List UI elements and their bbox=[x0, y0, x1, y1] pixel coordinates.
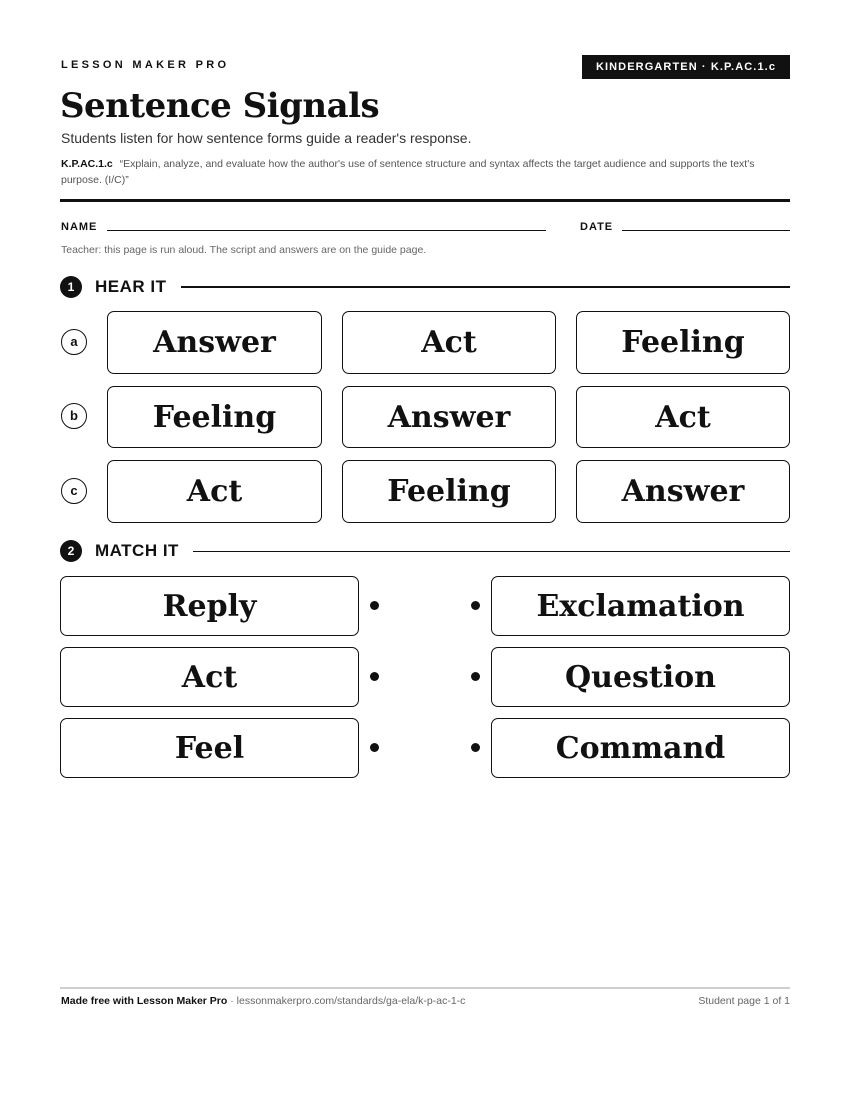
match-dot-right[interactable] bbox=[471, 743, 480, 752]
match-right-card[interactable]: Command bbox=[491, 718, 790, 778]
match-left-card[interactable]: Act bbox=[60, 647, 359, 707]
standard-description bbox=[61, 156, 789, 188]
brand-name: LESSON MAKER PRO bbox=[61, 59, 230, 71]
choice-card[interactable]: Answer bbox=[342, 386, 556, 448]
page-subtitle: Students listen for how sentence forms guide a reader's response. bbox=[61, 130, 472, 146]
match-dot-left[interactable] bbox=[370, 743, 379, 752]
grade-badge: KINDERGARTEN · K.P.AC.1.c bbox=[582, 55, 790, 79]
choice-card[interactable]: Answer bbox=[107, 311, 322, 374]
match-left-card[interactable]: Reply bbox=[60, 576, 359, 636]
header-divider bbox=[60, 199, 790, 202]
teacher-note: Teacher: this page is run aloud. The script and answers are on the guide page. bbox=[61, 244, 427, 256]
date-label: DATE bbox=[580, 221, 614, 233]
match-left-card[interactable]: Feel bbox=[60, 718, 359, 778]
section-divider bbox=[193, 551, 790, 552]
section-match-it bbox=[60, 540, 790, 562]
row-letter-c: c bbox=[61, 478, 87, 504]
row-letter-b: b bbox=[61, 403, 87, 429]
match-right-card[interactable]: Question bbox=[491, 647, 790, 707]
choice-card[interactable]: Feeling bbox=[342, 460, 556, 523]
choice-card[interactable]: Act bbox=[107, 460, 322, 523]
name-label: NAME bbox=[61, 221, 98, 233]
section-number: 2 bbox=[60, 540, 82, 562]
footer-made-with: Made free with Lesson Maker Pro bbox=[61, 995, 228, 1007]
section-number: 1 bbox=[60, 276, 82, 298]
footer-page-number: Student page 1 of 1 bbox=[698, 995, 790, 1007]
footer-divider bbox=[60, 987, 790, 989]
section-hear-it bbox=[60, 276, 790, 298]
choice-card[interactable]: Feeling bbox=[107, 386, 322, 448]
choice-card[interactable]: Act bbox=[576, 386, 790, 448]
match-right-card[interactable]: Exclamation bbox=[491, 576, 790, 636]
section-title: HEAR IT bbox=[95, 277, 167, 296]
choice-card[interactable]: Act bbox=[342, 311, 556, 374]
match-dot-left[interactable] bbox=[370, 672, 379, 681]
section-title: MATCH IT bbox=[95, 541, 179, 560]
match-dot-right[interactable] bbox=[471, 601, 480, 610]
row-letter-a: a bbox=[61, 329, 87, 355]
name-field[interactable] bbox=[107, 230, 546, 231]
footer-credit bbox=[61, 995, 465, 1007]
match-dot-left[interactable] bbox=[370, 601, 379, 610]
page-title: Sentence Signals bbox=[60, 86, 380, 126]
section-divider bbox=[181, 286, 791, 288]
choice-card[interactable]: Feeling bbox=[576, 311, 790, 374]
standard-text: “Explain, analyze, and evaluate how the author's use of sentence structure and syntax affects the target audience and supports the text's purpose. (I/C)” bbox=[61, 158, 755, 186]
date-field[interactable] bbox=[622, 230, 790, 231]
choice-card[interactable]: Answer bbox=[576, 460, 790, 523]
standard-code: K.P.AC.1.c bbox=[61, 158, 113, 170]
match-dot-right[interactable] bbox=[471, 672, 480, 681]
footer-url[interactable]: · lessonmakerpro.com/standards/ga-ela/k-p-ac-1-c bbox=[227, 995, 466, 1007]
